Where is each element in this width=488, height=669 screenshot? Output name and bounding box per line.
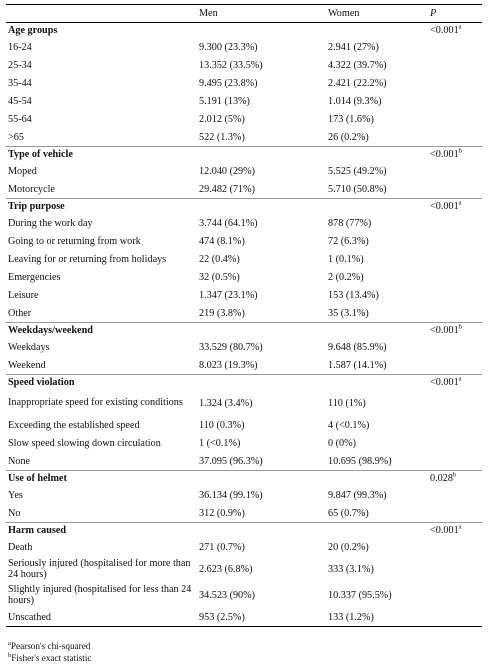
table-row [6, 287, 482, 305]
p-value-text: <0.001 [430, 325, 459, 336]
row-label: 16-24 [8, 41, 32, 53]
women-value: 9.847 (99.3%) [328, 489, 387, 501]
section-spacer [326, 471, 428, 487]
section-header-row [6, 23, 482, 39]
men-value: 522 (1.3%) [199, 131, 245, 143]
row-label: None [8, 455, 31, 467]
women-value: 26 (0.2%) [328, 131, 369, 143]
p-value [428, 199, 482, 215]
table-row [6, 129, 482, 147]
section-title: Trip purpose [6, 199, 197, 215]
p-value [428, 523, 482, 539]
header-men: Men [197, 5, 326, 23]
row-label: Yes [8, 489, 23, 501]
women-value: 4 (<0.1%) [328, 419, 370, 431]
results-table [6, 4, 482, 627]
table-row [6, 269, 482, 287]
p-spacer [428, 417, 482, 435]
p-spacer [428, 75, 482, 93]
men-value: 1.347 (23.1%) [199, 289, 258, 301]
row-label: Motorcycle [8, 183, 55, 195]
table-row [6, 57, 482, 75]
table-row [6, 505, 482, 523]
row-label: Slightly injured (hospitalised for less than 24 hours) [8, 583, 192, 606]
men-value: 34.523 (90%) [199, 589, 256, 601]
women-value: 5.710 (50.8%) [328, 183, 387, 195]
women-value: 9.648 (85.9%) [328, 341, 387, 353]
women-value: 65 (0.7%) [328, 507, 369, 519]
table-row [6, 435, 482, 453]
men-value: 37.095 (96.3%) [199, 455, 263, 467]
section-spacer [197, 23, 326, 39]
men-value: 271 (0.7%) [199, 541, 245, 553]
table-row [6, 339, 482, 357]
table-row [6, 111, 482, 129]
section-spacer [326, 323, 428, 339]
header-women: Women [326, 5, 428, 23]
p-spacer [428, 181, 482, 199]
p-spacer [428, 57, 482, 75]
table-row [6, 391, 482, 417]
women-value: 20 (0.2%) [328, 541, 369, 553]
p-value [428, 23, 482, 39]
women-value: 2 (0.2%) [328, 271, 364, 283]
men-value: 3.744 (64.1%) [199, 217, 258, 229]
p-value-mark: a [458, 23, 462, 31]
p-spacer [428, 557, 482, 583]
men-value: 22 (0.4%) [199, 253, 240, 265]
p-value-mark: a [458, 523, 462, 531]
table-row [6, 583, 482, 609]
women-value: 4.322 (39.7%) [328, 59, 387, 71]
table-row [6, 163, 482, 181]
row-label: Weekdays [8, 341, 50, 353]
table-row [6, 251, 482, 269]
row-label: During the work day [8, 217, 93, 229]
men-value: 1 (<0.1%) [199, 437, 241, 449]
table-body [6, 23, 482, 627]
section-spacer [326, 375, 428, 391]
table-row [6, 609, 482, 627]
p-value-text: <0.001 [430, 525, 459, 536]
row-label: Death [8, 541, 33, 553]
row-label: 55-64 [8, 113, 32, 125]
p-spacer [428, 305, 482, 323]
p-spacer [428, 357, 482, 375]
men-value: 12.040 (29%) [199, 165, 256, 177]
men-value: 2.623 (6.8%) [199, 563, 253, 575]
row-label: 45-54 [8, 95, 32, 107]
table-row [6, 357, 482, 375]
p-value-mark: b [452, 471, 457, 479]
p-spacer [428, 339, 482, 357]
table-row [6, 93, 482, 111]
section-spacer [197, 199, 326, 215]
header-p: P [428, 5, 482, 23]
women-value: 133 (1.2%) [326, 609, 428, 627]
row-label: >65 [8, 131, 24, 143]
men-value: 953 (2.5%) [197, 609, 326, 627]
p-spacer [428, 93, 482, 111]
table-row [6, 539, 482, 557]
men-value: 219 (3.8%) [199, 307, 245, 319]
section-spacer [197, 147, 326, 163]
row-label: Unscathed [6, 609, 197, 627]
p-spacer [428, 505, 482, 523]
men-value: 29.482 (71%) [199, 183, 256, 195]
women-value: 153 (13.4%) [328, 289, 379, 301]
row-label: Leaving for or returning from holidays [8, 253, 167, 265]
row-label: Leisure [8, 289, 39, 301]
table-row [6, 233, 482, 251]
women-value: 1 (0.1%) [328, 253, 364, 265]
table-row [6, 181, 482, 199]
men-value: 5.191 (13%) [199, 95, 250, 107]
table-header [6, 5, 482, 23]
p-spacer [428, 233, 482, 251]
p-spacer [428, 487, 482, 505]
section-spacer [326, 199, 428, 215]
p-spacer [428, 39, 482, 57]
section-header-row [6, 199, 482, 215]
p-spacer [428, 583, 482, 609]
row-label: Other [8, 307, 32, 319]
table-row [6, 75, 482, 93]
section-spacer [197, 471, 326, 487]
p-value [428, 147, 482, 163]
section-spacer [197, 323, 326, 339]
p-spacer [428, 453, 482, 471]
section-title: Speed violation [6, 375, 197, 391]
section-header-row [6, 375, 482, 391]
row-label: Exceeding the established speed [8, 419, 140, 431]
section-header-row [6, 323, 482, 339]
women-value: 2.941 (27%) [328, 41, 379, 53]
women-value: 35 (3.1%) [328, 307, 369, 319]
p-value-mark: b [458, 323, 462, 331]
p-value-mark: b [458, 147, 462, 155]
table-row [6, 557, 482, 583]
section-title: Age groups [8, 25, 58, 36]
p-value [428, 323, 482, 339]
table-row [6, 417, 482, 435]
p-spacer [428, 539, 482, 557]
section-header-row [6, 523, 482, 539]
men-value: 36.134 (99.1%) [199, 489, 263, 501]
row-label: 25-34 [8, 59, 32, 71]
footnotes [8, 640, 92, 664]
p-spacer [428, 269, 482, 287]
men-value: 2.012 (5%) [199, 113, 245, 125]
table-row [6, 215, 482, 233]
women-value: 1.014 (9.3%) [328, 95, 382, 107]
p-spacer [428, 287, 482, 305]
row-label: 35-44 [8, 77, 32, 89]
men-value: 32 (0.5%) [199, 271, 240, 283]
row-label: Weekend [8, 359, 46, 371]
section-header-row [6, 471, 482, 487]
row-label: Seriously injured (hospitalised for more than 24 hours) [8, 557, 191, 580]
section-spacer [326, 23, 428, 39]
p-spacer [428, 215, 482, 233]
men-value: 1.324 (3.4%) [199, 397, 253, 409]
women-value: 72 (6.3%) [328, 235, 369, 247]
p-value-text: <0.001 [430, 25, 459, 36]
men-value: 312 (0.9%) [199, 507, 245, 519]
p-spacer [428, 391, 482, 417]
row-label: No [8, 507, 21, 519]
header-blank [6, 5, 197, 23]
women-value: 333 (3.1%) [328, 563, 374, 575]
women-value: 878 (77%) [328, 217, 372, 229]
women-value: 2.421 (22.2%) [328, 77, 387, 89]
header-row [6, 5, 482, 23]
section-spacer [326, 147, 428, 163]
section-title: Use of helmet [6, 471, 197, 487]
table-row [6, 453, 482, 471]
p-spacer [428, 163, 482, 181]
men-value: 9.495 (23.8%) [199, 77, 258, 89]
footnote-text: Fisher's exact statistic [11, 653, 92, 663]
footnote [8, 652, 92, 664]
women-value: 173 (1.6%) [328, 113, 374, 125]
women-value: 1.587 (14.1%) [328, 359, 387, 371]
section-header-row [6, 147, 482, 163]
p-value [428, 471, 482, 487]
men-value: 9.300 (23.3%) [199, 41, 258, 53]
row-label: Inappropriate speed for existing conditions [8, 397, 183, 409]
section-spacer [197, 375, 326, 391]
section-title: Harm caused [6, 523, 197, 539]
section-spacer [197, 523, 326, 539]
footnote-mark: a [8, 639, 11, 647]
section-spacer [326, 523, 428, 539]
row-label: Emergencies [8, 271, 61, 283]
p-spacer [428, 111, 482, 129]
p-value-text: 0.028 [430, 473, 453, 484]
footnote-text: Pearson's chi-squared [10, 641, 91, 651]
p-value [428, 375, 482, 391]
p-value-mark: a [458, 375, 462, 383]
p-value-mark: a [458, 199, 462, 207]
table-row [6, 305, 482, 323]
footnote [8, 640, 92, 652]
men-value: 8.023 (19.3%) [199, 359, 258, 371]
row-label: Going to or returning from work [8, 235, 141, 247]
row-label: Slow speed slowing down circulation [8, 437, 161, 449]
row-label: Moped [8, 165, 37, 177]
section-title: Type of vehicle [6, 147, 197, 163]
women-value: 10.337 (95.5%) [328, 589, 392, 601]
p-spacer [428, 251, 482, 269]
p-value-text: <0.001 [430, 149, 459, 160]
women-value: 5.525 (49.2%) [328, 165, 387, 177]
men-value: 33.529 (80.7%) [199, 341, 263, 353]
men-value: 474 (8.1%) [199, 235, 245, 247]
women-value: 110 (1%) [328, 397, 366, 409]
men-value: 13.352 (33.5%) [199, 59, 263, 71]
p-spacer [428, 609, 482, 627]
p-value-text: <0.001 [430, 377, 459, 388]
p-value-text: <0.001 [430, 201, 459, 212]
men-value: 110 (0.3%) [199, 419, 245, 431]
p-spacer [428, 435, 482, 453]
section-title: Weekdays/weekend [6, 323, 197, 339]
table-row [6, 39, 482, 57]
women-value: 10.695 (98.9%) [328, 455, 392, 467]
footnote-mark: b [8, 651, 12, 659]
table-row [6, 487, 482, 505]
p-spacer [428, 129, 482, 147]
women-value: 0 (0%) [328, 437, 357, 449]
